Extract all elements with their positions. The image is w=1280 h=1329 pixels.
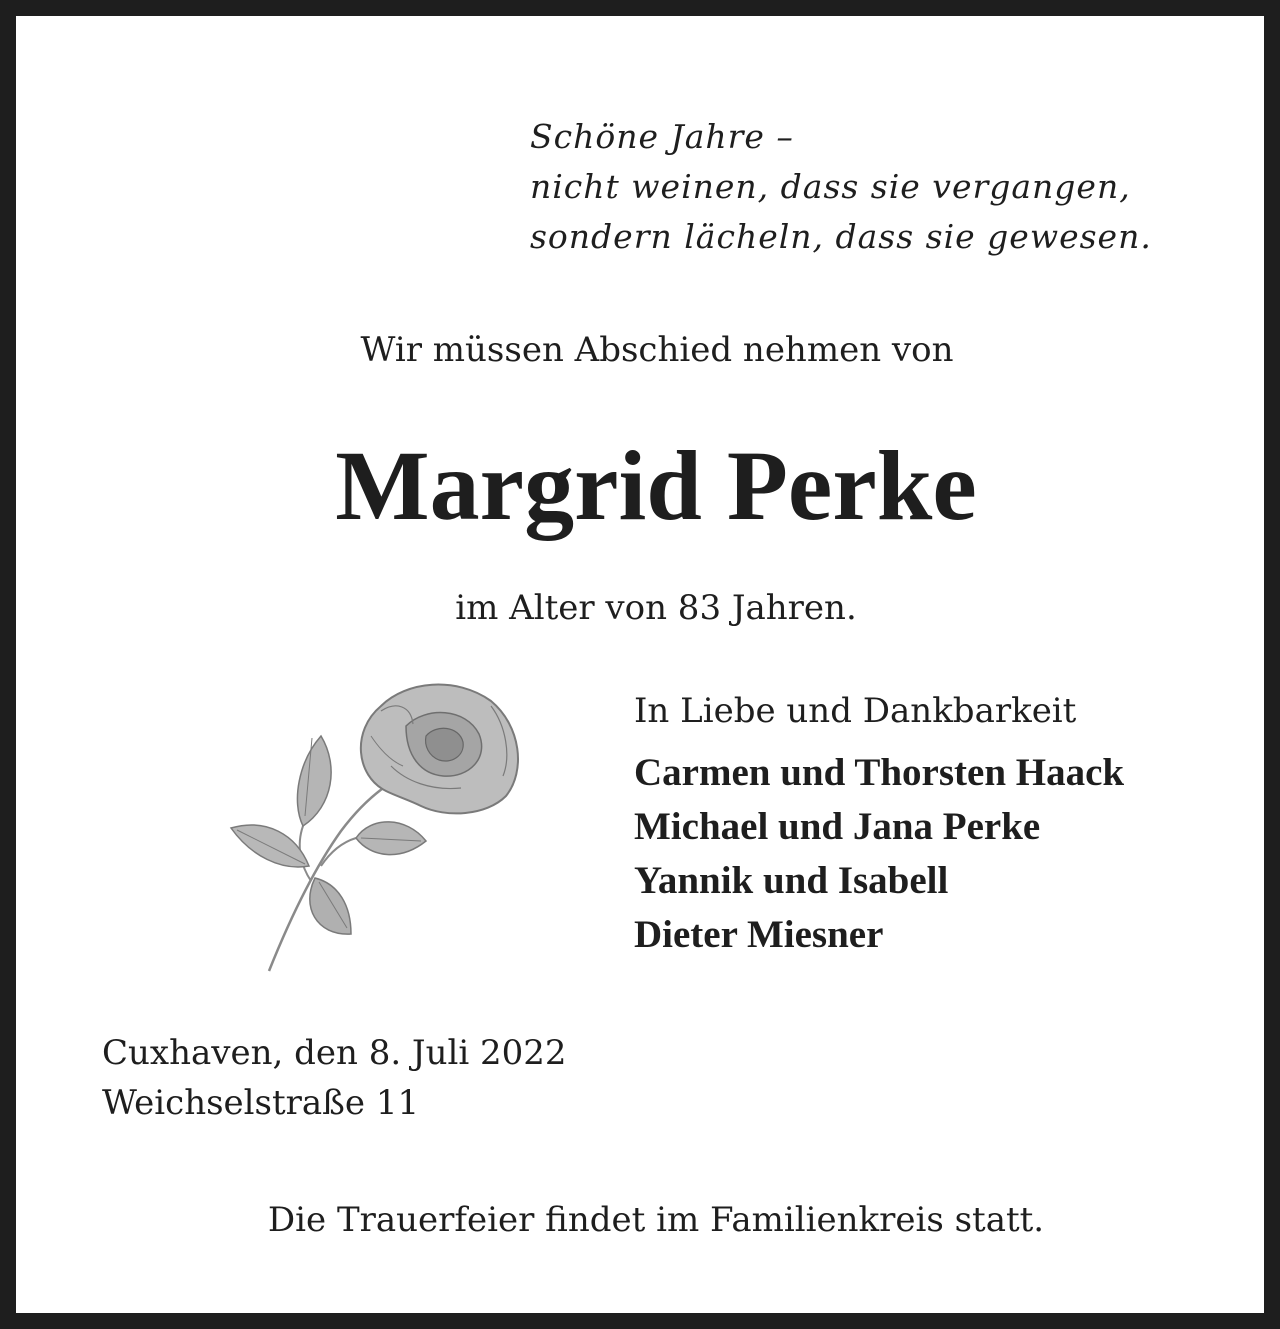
quote-line: nicht weinen, dass sie vergangen, xyxy=(530,167,1131,206)
family-members xyxy=(634,746,1124,962)
family-member: Carmen und Thorsten Haack xyxy=(634,751,1125,794)
city-date: Cuxhaven, den 8. Juli 2022 xyxy=(102,1033,567,1073)
street-address: Weichselstraße 11 xyxy=(102,1083,420,1123)
family-member: Yannik und Isabell xyxy=(634,859,949,902)
family-block xyxy=(634,684,1124,962)
closing-note: Die Trauerfeier findet im Familienkreis statt. xyxy=(267,1200,1045,1240)
family-heading: In Liebe und Dankbarkeit xyxy=(634,691,1077,731)
deceased-name: Margrid Perke xyxy=(335,430,977,541)
quote-line: Schöne Jahre – xyxy=(530,117,794,156)
quote-line: sondern lächeln, dass sie gewesen. xyxy=(530,217,1152,256)
rose-icon xyxy=(221,666,541,986)
intro-line: Wir müssen Abschied nehmen von xyxy=(360,330,954,370)
memorial-quote xyxy=(530,112,1152,262)
family-member: Dieter Miesner xyxy=(634,913,884,956)
place-and-date xyxy=(102,1028,567,1128)
age-line: im Alter von 83 Jahren. xyxy=(455,588,857,628)
intro-text xyxy=(16,324,1280,376)
family-member: Michael und Jana Perke xyxy=(634,805,1041,848)
